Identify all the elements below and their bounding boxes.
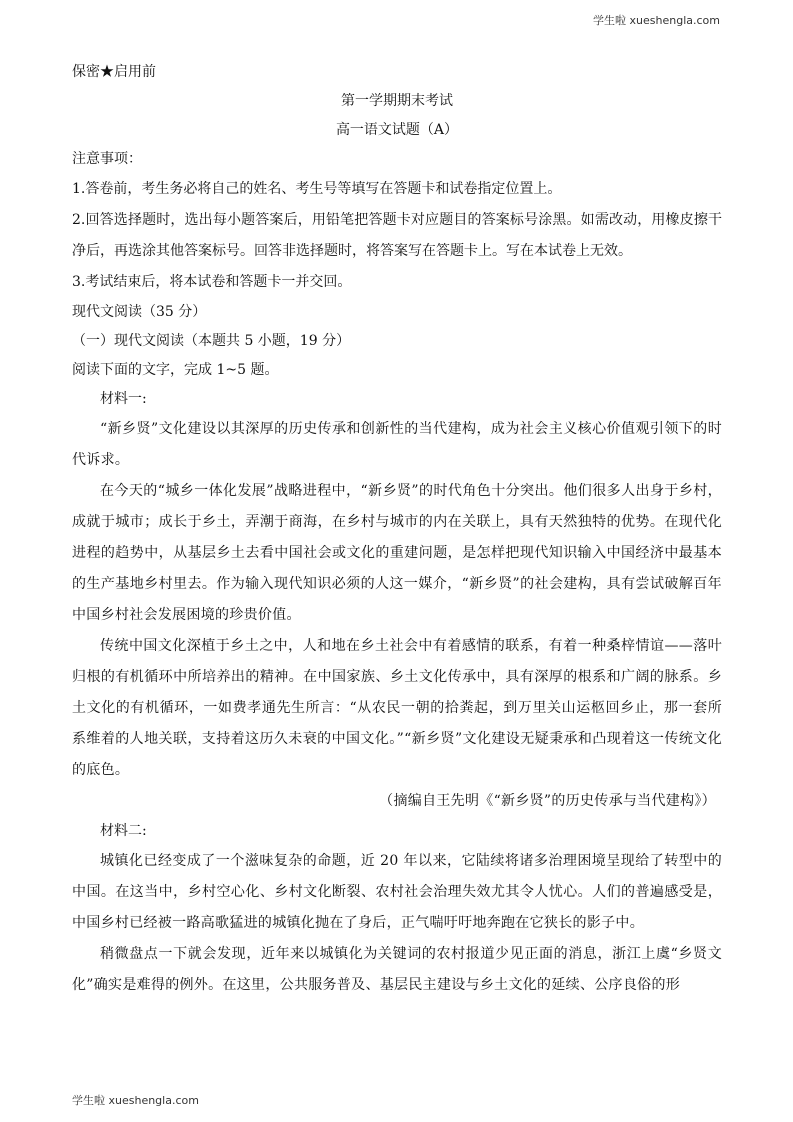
exam-page — [72, 58, 722, 1001]
notes-item-3: 3.考试结束后，将本试卷和答题卡一并交回。 — [72, 274, 352, 290]
notes-item-1: 1.答卷前，考生务必将自己的姓名、考生号等填写在答题卡和试卷指定位置上。 — [72, 181, 562, 197]
material1-source: （摘编自王先明《“新乡贤”的历史传承与当代建构》） — [379, 793, 716, 809]
section-instruction: 阅读下面的文字，完成 1~5 题。 — [72, 362, 279, 378]
material1-paragraph-2: 在今天的“城乡一体化发展”战略进程中，“新乡贤”的时代角色十分突出。他们很多人出身于乡村，成就于城市；成长于乡土，弄潮于商海，在乡村与城市的内在关联上，具有天然独特的优势。在现代化进程的趋势中，从基层乡土去看中国社会或文化的重建问题，是怎样把现代知识输入中国经济中最基本的生产基地乡村里去。作为输入现代知识必须的人这一媒介，“新乡贤”的社会建构，具有尝试破解百年中国乡村社会发展困境的珍贵价值。 — [72, 483, 722, 623]
material1-label: 材料一: — [100, 391, 147, 407]
subject-title: 高一语文试题（A） — [335, 122, 459, 138]
watermark-bottom: 学生啦 xueshengla.com — [72, 1094, 199, 1107]
section-title: 现代文阅读（35 分） — [72, 304, 207, 320]
notes-heading: 注意事项： — [72, 151, 142, 167]
material1-paragraph-1: “新乡贤”文化建设以其深厚的历史传承和创新性的当代建构，成为社会主义核心价值观引领下的时代诉求。 — [72, 421, 722, 468]
material2-paragraph-1: 城镇化已经变成了一个滋味复杂的命题，近 20 年以来，它陆续将诸多治理困境呈现给了转型中的中国。在这当中，乡村空心化、乡村文化断裂、农村社会治理失效尤其令人忧心。人们的普遍感受是，中国乡村已经被一路高歌猛进的城镇化抛在了身后，正气喘吁吁地奔跑在它狭长的影子中。 — [72, 853, 722, 931]
confidential-label: 保密★启用前 — [72, 64, 156, 80]
exam-title: 第一学期期末考试 — [341, 93, 453, 109]
material1-paragraph-3: 传统中国文化深植于乡土之中，人和地在乡土社会中有着感情的联系，有着一种桑梓情谊——落叶归根的有机循环中所培养出的精神。在中国家族、乡土文化传承中，具有深厚的根系和广阔的脉系。乡土文化的有机循环，一如费孝通先生所言：“从农民一朝的拾粪起，到万里关山运柩回乡止，那一套所系维着的人地关联，支持着这历久未衰的中国文化。”“新乡贤”文化建设无疑秉承和凸现着这一传统文化的底色。 — [72, 638, 722, 778]
material2-paragraph-2: 稍微盘点一下就会发现，近年来以城镇化为关键词的农村报道少见正面的消息，浙江上虞“乡贤文化”确实是难得的例外。在这里，公共服务普及、基层民主建设与乡土文化的延续、公序良俗的形 — [72, 946, 722, 993]
notes-item-2: 2.回答选择题时，选出每小题答案后，用铅笔把答题卡对应题目的答案标号涂黑。如需改动，用橡皮擦干净后，再选涂其他答案标号。回答非选择题时，将答案写在答题卡上。写在本试卷上无效。 — [72, 212, 722, 259]
section-subtitle: （一）现代文阅读（本题共 5 小题，19 分） — [72, 333, 351, 349]
watermark-top: 学生啦 xueshengla.com — [593, 14, 720, 27]
material2-label: 材料二: — [100, 823, 147, 839]
